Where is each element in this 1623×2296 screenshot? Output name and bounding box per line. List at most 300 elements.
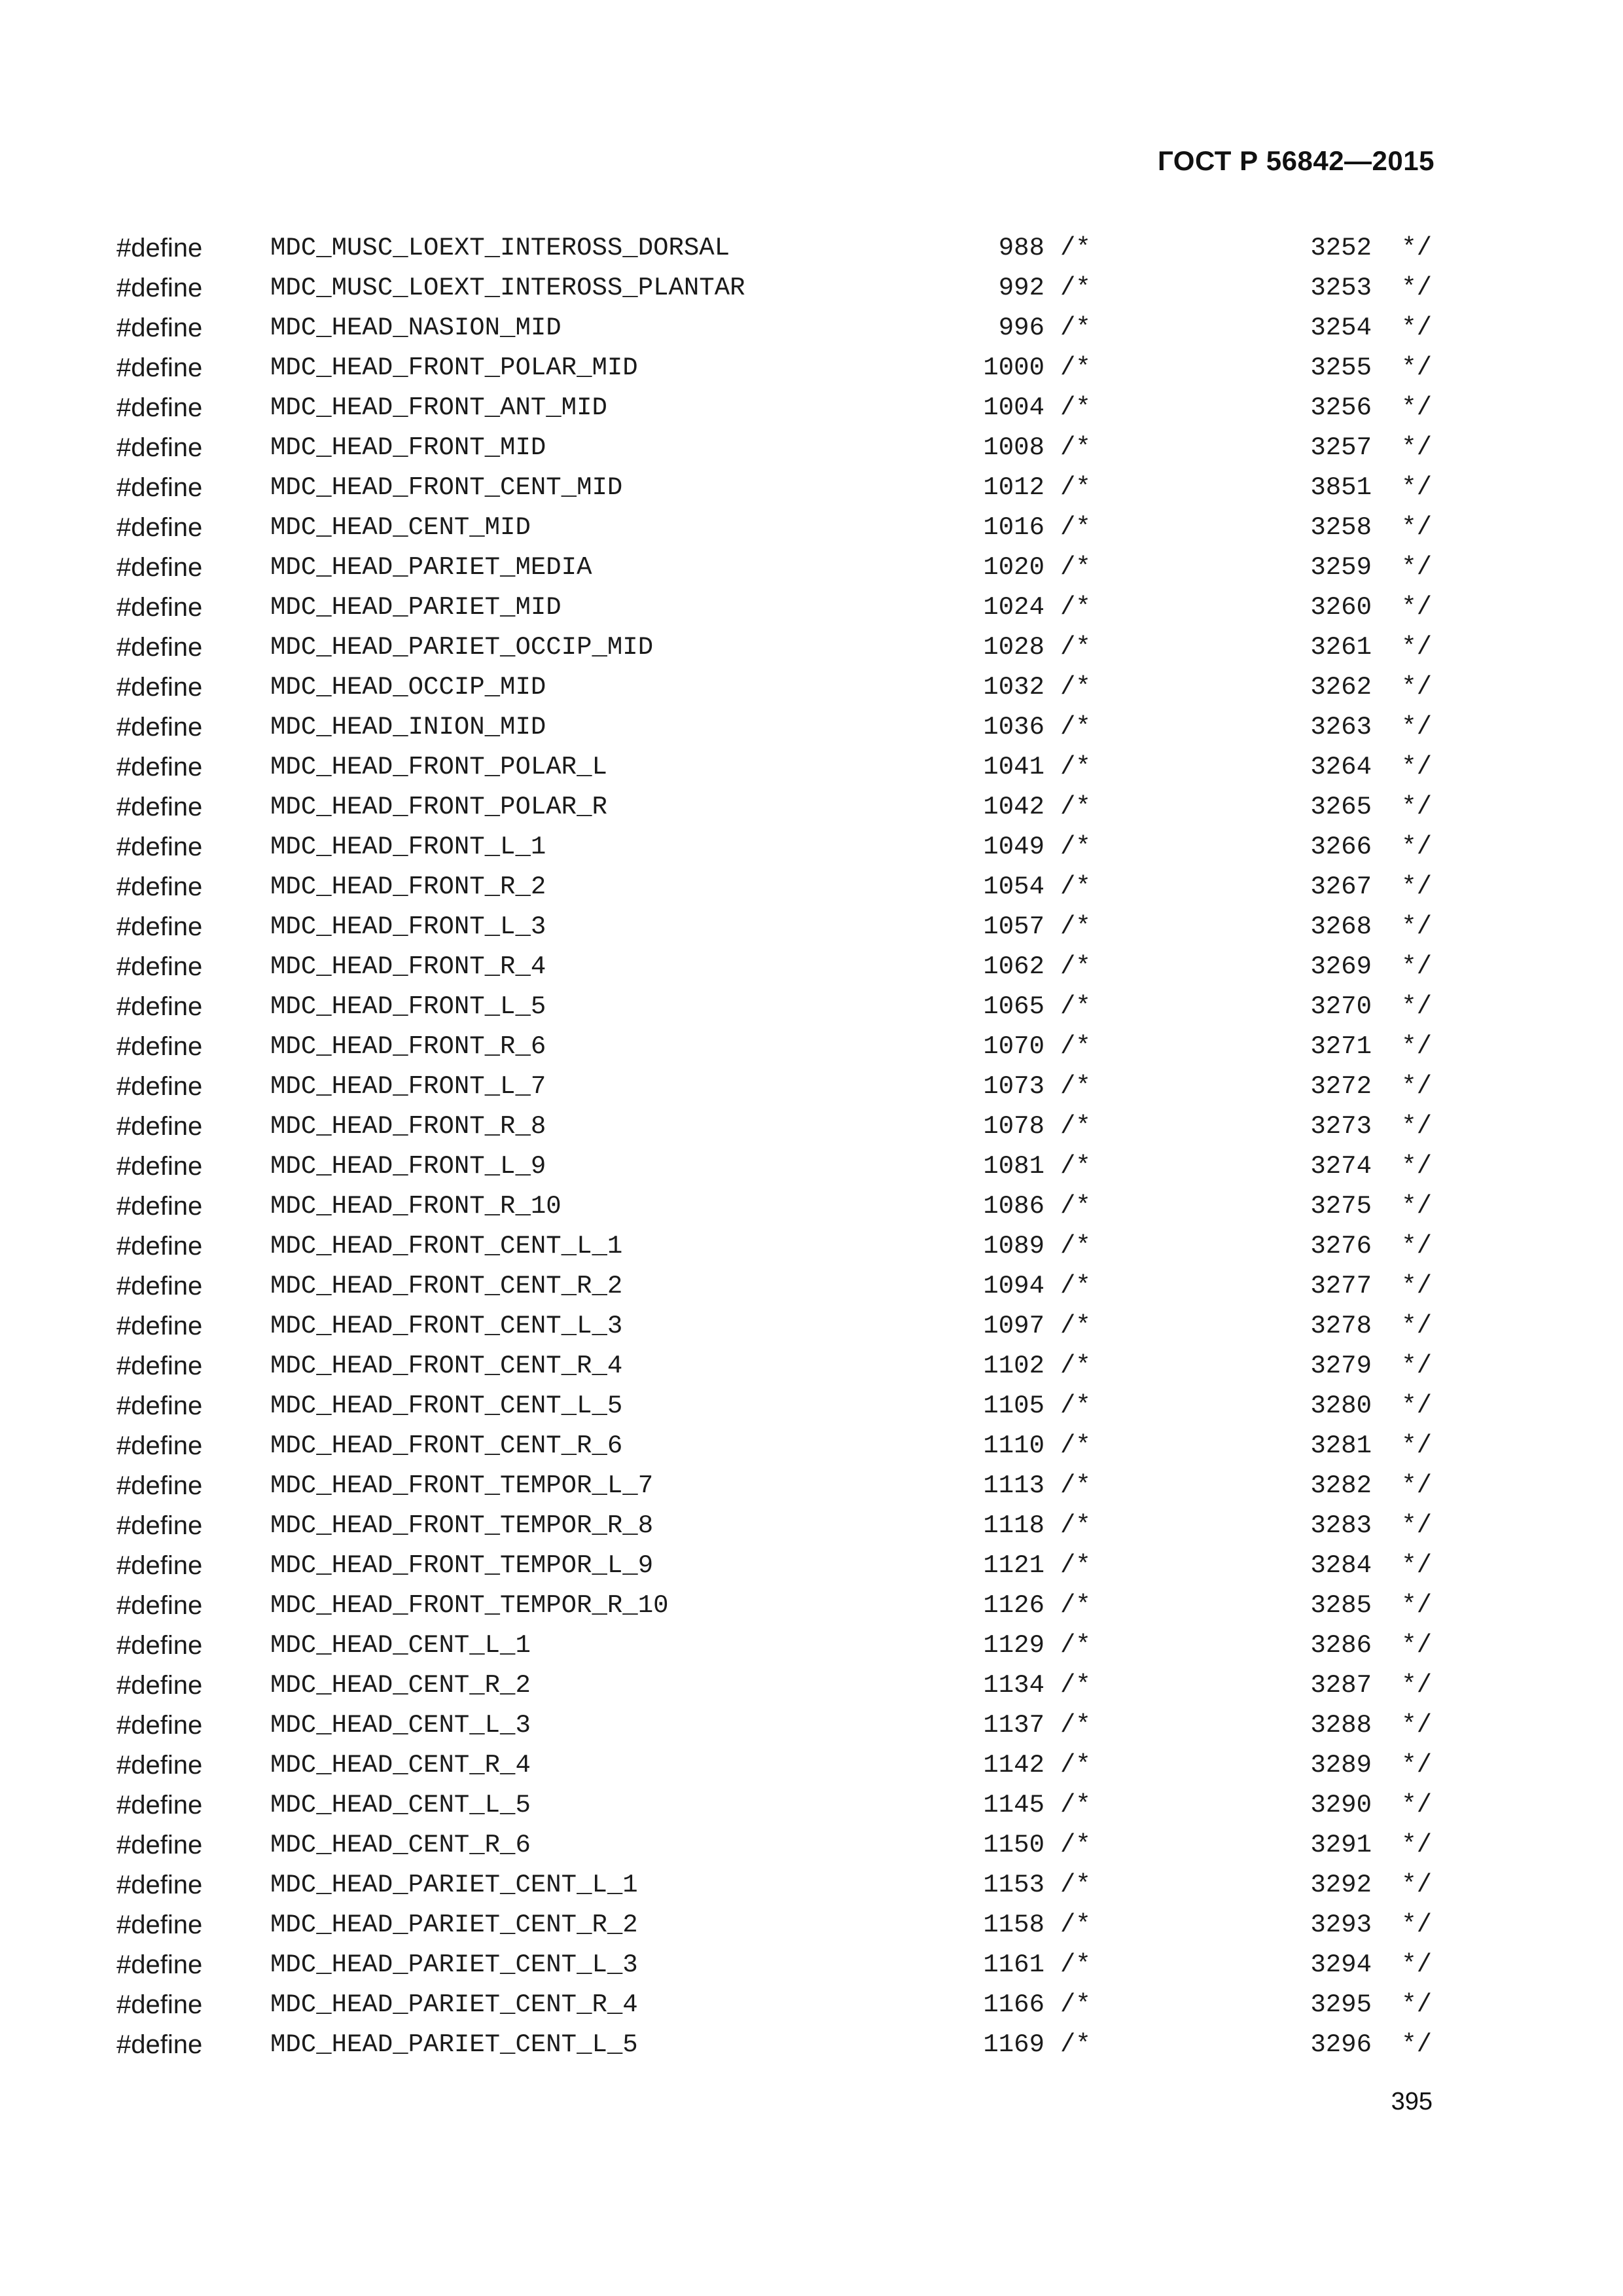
comment-code: 3270 [1310, 992, 1372, 1021]
define-keyword: #define [116, 1431, 203, 1460]
comment-close: */ [1401, 1910, 1432, 1939]
macro-value: 1004 [983, 393, 1044, 422]
comment-close: */ [1401, 1152, 1432, 1181]
macro-name: MDC_HEAD_FRONT_TEMPOR_R_10 [270, 1591, 669, 1620]
comment-open: /* [1060, 1990, 1091, 2019]
comment-open: /* [1060, 1511, 1091, 1540]
comment-code: 3264 [1310, 753, 1372, 781]
macro-value: 1137 [983, 1711, 1044, 1740]
define-keyword: #define [116, 234, 203, 262]
comment-close: */ [1401, 393, 1432, 422]
macro-value: 1062 [983, 952, 1044, 981]
macro-value: 1042 [983, 793, 1044, 821]
macro-name: MDC_HEAD_FRONT_TEMPOR_L_7 [270, 1471, 654, 1500]
comment-open: /* [1060, 553, 1091, 582]
comment-open: /* [1060, 473, 1091, 502]
define-keyword: #define [116, 1352, 203, 1380]
comment-open: /* [1060, 1232, 1091, 1261]
comment-close: */ [1401, 1431, 1432, 1460]
comment-open: /* [1060, 1471, 1091, 1500]
define-keyword: #define [116, 753, 203, 781]
macro-value: 1094 [983, 1272, 1044, 1300]
comment-close: */ [1401, 513, 1432, 542]
macro-value: 1012 [983, 473, 1044, 502]
define-row [116, 907, 1432, 947]
macro-name: MDC_HEAD_FRONT_ANT_MID [270, 393, 607, 422]
comment-close: */ [1401, 553, 1432, 582]
macro-value: 1054 [983, 872, 1044, 901]
define-keyword: #define [116, 274, 203, 302]
comment-close: */ [1401, 1990, 1432, 2019]
define-keyword: #define [116, 992, 203, 1021]
define-keyword: #define [116, 353, 203, 382]
comment-open: /* [1060, 713, 1091, 742]
define-row [116, 1746, 1432, 1785]
define-keyword: #define [116, 513, 203, 542]
comment-code: 3292 [1310, 1871, 1372, 1899]
comment-close: */ [1401, 234, 1432, 262]
comment-close: */ [1401, 1711, 1432, 1740]
macro-name: MDC_HEAD_PARIET_CENT_L_5 [270, 2030, 638, 2059]
macro-value: 992 [998, 274, 1044, 302]
comment-close: */ [1401, 274, 1432, 302]
macro-value: 1036 [983, 713, 1044, 742]
comment-code: 3296 [1310, 2030, 1372, 2059]
macro-value: 1073 [983, 1072, 1044, 1101]
macro-name: MDC_MUSC_LOEXT_INTEROSS_DORSAL [270, 234, 730, 262]
comment-open: /* [1060, 1950, 1091, 1979]
comment-code: 3278 [1310, 1312, 1372, 1340]
comment-open: /* [1060, 314, 1091, 342]
macro-value: 1169 [983, 2030, 1044, 2059]
macro-value: 1105 [983, 1391, 1044, 1420]
define-row [116, 1187, 1432, 1227]
macro-name: MDC_HEAD_FRONT_R_10 [270, 1192, 562, 1221]
comment-code: 3295 [1310, 1990, 1372, 2019]
macro-value: 1161 [983, 1950, 1044, 1979]
comment-open: /* [1060, 1831, 1091, 1859]
define-keyword: #define [116, 1631, 203, 1660]
comment-open: /* [1060, 872, 1091, 901]
comment-open: /* [1060, 1910, 1091, 1939]
macro-name: MDC_HEAD_FRONT_R_6 [270, 1032, 546, 1061]
comment-code: 3290 [1310, 1791, 1372, 1820]
macro-name: MDC_HEAD_FRONT_TEMPOR_L_9 [270, 1551, 654, 1580]
document-standard-header: ГОСТ Р 56842—2015 [1158, 145, 1435, 176]
comment-close: */ [1401, 593, 1432, 622]
comment-code: 3260 [1310, 593, 1372, 622]
define-keyword: #define [116, 2030, 203, 2059]
define-keyword: #define [116, 1032, 203, 1061]
comment-open: /* [1060, 1791, 1091, 1820]
macro-value: 1153 [983, 1871, 1044, 1899]
macro-value: 1065 [983, 992, 1044, 1021]
macro-value: 1121 [983, 1551, 1044, 1580]
define-row [116, 1346, 1432, 1386]
macro-name: MDC_HEAD_CENT_MID [270, 513, 531, 542]
macro-name: MDC_HEAD_FRONT_CENT_R_4 [270, 1352, 623, 1380]
define-row [116, 548, 1432, 588]
define-keyword: #define [116, 952, 203, 981]
define-row [116, 1546, 1432, 1586]
comment-close: */ [1401, 992, 1432, 1021]
define-keyword: #define [116, 1711, 203, 1740]
define-keyword: #define [116, 1591, 203, 1620]
define-row [116, 1626, 1432, 1666]
define-keyword: #define [116, 833, 203, 861]
comment-code: 3263 [1310, 713, 1372, 742]
comment-close: */ [1401, 1032, 1432, 1061]
define-keyword: #define [116, 1391, 203, 1420]
macro-name: MDC_HEAD_FRONT_L_3 [270, 912, 546, 941]
define-keyword: #define [116, 1671, 203, 1700]
macro-name: MDC_HEAD_FRONT_L_1 [270, 833, 546, 861]
macro-value: 1000 [983, 353, 1044, 382]
comment-code: 3276 [1310, 1232, 1372, 1261]
macro-name: MDC_HEAD_PARIET_MID [270, 593, 562, 622]
define-row [116, 1825, 1432, 1865]
macro-value: 996 [998, 314, 1044, 342]
comment-code: 3282 [1310, 1471, 1372, 1500]
comment-close: */ [1401, 912, 1432, 941]
define-keyword: #define [116, 793, 203, 821]
macro-name: MDC_HEAD_PARIET_CENT_R_2 [270, 1910, 638, 1939]
macro-value: 1028 [983, 633, 1044, 662]
define-row [116, 947, 1432, 987]
macro-value: 1110 [983, 1431, 1044, 1460]
comment-code: 3280 [1310, 1391, 1372, 1420]
comment-close: */ [1401, 1192, 1432, 1221]
macro-name: MDC_HEAD_NASION_MID [270, 314, 562, 342]
macro-name: MDC_HEAD_CENT_R_2 [270, 1671, 531, 1700]
comment-close: */ [1401, 753, 1432, 781]
comment-code: 3288 [1310, 1711, 1372, 1740]
comment-code: 3255 [1310, 353, 1372, 382]
comment-open: /* [1060, 1551, 1091, 1580]
macro-value: 1086 [983, 1192, 1044, 1221]
comment-code: 3252 [1310, 234, 1372, 262]
comment-code: 3257 [1310, 433, 1372, 462]
comment-open: /* [1060, 833, 1091, 861]
comment-open: /* [1060, 1711, 1091, 1740]
define-row [116, 1426, 1432, 1466]
comment-code: 3283 [1310, 1511, 1372, 1540]
define-keyword: #define [116, 633, 203, 662]
macro-name: MDC_HEAD_FRONT_L_9 [270, 1152, 546, 1181]
define-keyword: #define [116, 1312, 203, 1340]
define-row [116, 1306, 1432, 1346]
comment-close: */ [1401, 833, 1432, 861]
comment-code: 3256 [1310, 393, 1372, 422]
comment-code: 3281 [1310, 1431, 1372, 1460]
macro-name: MDC_HEAD_PARIET_CENT_L_3 [270, 1950, 638, 1979]
define-keyword: #define [116, 593, 203, 622]
comment-close: */ [1401, 473, 1432, 502]
comment-open: /* [1060, 633, 1091, 662]
macro-value: 1041 [983, 753, 1044, 781]
comment-close: */ [1401, 1312, 1432, 1340]
define-row [116, 268, 1432, 308]
comment-code: 3287 [1310, 1671, 1372, 1700]
comment-open: /* [1060, 1671, 1091, 1700]
macro-value: 1057 [983, 912, 1044, 941]
macro-value: 1129 [983, 1631, 1044, 1660]
comment-close: */ [1401, 1551, 1432, 1580]
comment-code: 3284 [1310, 1551, 1372, 1580]
macro-value: 988 [998, 234, 1044, 262]
macro-name: MDC_HEAD_FRONT_L_5 [270, 992, 546, 1021]
macro-name: MDC_HEAD_FRONT_CENT_L_3 [270, 1312, 623, 1340]
define-keyword: #define [116, 1871, 203, 1899]
define-row [116, 308, 1432, 348]
macro-name: MDC_HEAD_CENT_R_6 [270, 1831, 531, 1859]
macro-name: MDC_HEAD_CENT_L_3 [270, 1711, 531, 1740]
define-row [116, 588, 1432, 628]
define-keyword: #define [116, 1272, 203, 1300]
macro-name: MDC_HEAD_FRONT_MID [270, 433, 546, 462]
comment-open: /* [1060, 234, 1091, 262]
macro-name: MDC_MUSC_LOEXT_INTEROSS_PLANTAR [270, 274, 745, 302]
define-row [116, 708, 1432, 747]
define-keyword: #define [116, 553, 203, 582]
define-row [116, 1945, 1432, 1985]
macro-name: MDC_HEAD_FRONT_CENT_R_2 [270, 1272, 623, 1300]
comment-close: */ [1401, 1591, 1432, 1620]
define-keyword: #define [116, 1950, 203, 1979]
macro-name: MDC_HEAD_INION_MID [270, 713, 546, 742]
comment-code: 3291 [1310, 1831, 1372, 1859]
define-keyword: #define [116, 1831, 203, 1859]
define-row [116, 787, 1432, 827]
comment-close: */ [1401, 353, 1432, 382]
comment-open: /* [1060, 1072, 1091, 1101]
macro-value: 1158 [983, 1910, 1044, 1939]
comment-code: 3265 [1310, 793, 1372, 821]
comment-open: /* [1060, 274, 1091, 302]
comment-open: /* [1060, 1631, 1091, 1660]
macro-name: MDC_HEAD_PARIET_CENT_L_1 [270, 1871, 638, 1899]
macro-value: 1102 [983, 1352, 1044, 1380]
comment-close: */ [1401, 1072, 1432, 1101]
macro-name: MDC_HEAD_PARIET_MEDIA [270, 553, 592, 582]
comment-open: /* [1060, 1871, 1091, 1899]
comment-open: /* [1060, 1272, 1091, 1300]
macro-value: 1070 [983, 1032, 1044, 1061]
define-row [116, 1107, 1432, 1147]
define-keyword: #define [116, 1072, 203, 1101]
comment-code: 3285 [1310, 1591, 1372, 1620]
define-row [116, 1586, 1432, 1626]
macro-name: MDC_HEAD_CENT_R_4 [270, 1751, 531, 1780]
define-row [116, 1985, 1432, 2025]
define-keyword: #define [116, 1791, 203, 1820]
define-keyword: #define [116, 713, 203, 742]
macro-name: MDC_HEAD_FRONT_CENT_R_6 [270, 1431, 623, 1460]
comment-open: /* [1060, 353, 1091, 382]
comment-code: 3258 [1310, 513, 1372, 542]
comment-open: /* [1060, 912, 1091, 941]
comment-close: */ [1401, 1671, 1432, 1700]
comment-open: /* [1060, 753, 1091, 781]
comment-close: */ [1401, 1511, 1432, 1540]
comment-open: /* [1060, 673, 1091, 702]
macro-name: MDC_HEAD_FRONT_CENT_L_5 [270, 1391, 623, 1420]
define-row [116, 628, 1432, 668]
define-row [116, 2025, 1432, 2065]
macro-name: MDC_HEAD_FRONT_L_7 [270, 1072, 546, 1101]
comment-open: /* [1060, 952, 1091, 981]
macro-value: 1166 [983, 1990, 1044, 2019]
comment-open: /* [1060, 1152, 1091, 1181]
define-keyword: #define [116, 1192, 203, 1221]
comment-code: 3266 [1310, 833, 1372, 861]
comment-open: /* [1060, 1751, 1091, 1780]
comment-open: /* [1060, 1312, 1091, 1340]
comment-code: 3289 [1310, 1751, 1372, 1780]
define-row [116, 1785, 1432, 1825]
define-keyword: #define [116, 912, 203, 941]
macro-value: 1032 [983, 673, 1044, 702]
macro-name: MDC_HEAD_PARIET_CENT_R_4 [270, 1990, 638, 2019]
macro-value: 1089 [983, 1232, 1044, 1261]
macro-value: 1150 [983, 1831, 1044, 1859]
comment-close: */ [1401, 1112, 1432, 1141]
comment-close: */ [1401, 433, 1432, 462]
macro-name: MDC_HEAD_FRONT_CENT_MID [270, 473, 623, 502]
define-keyword: #define [116, 1232, 203, 1261]
define-keyword: #define [116, 1511, 203, 1540]
comment-close: */ [1401, 1751, 1432, 1780]
macro-value: 1142 [983, 1751, 1044, 1780]
macro-name: MDC_HEAD_FRONT_R_8 [270, 1112, 546, 1141]
comment-open: /* [1060, 433, 1091, 462]
comment-close: */ [1401, 872, 1432, 901]
comment-code: 3293 [1310, 1910, 1372, 1939]
define-row [116, 827, 1432, 867]
define-row [116, 747, 1432, 787]
define-keyword: #define [116, 433, 203, 462]
comment-close: */ [1401, 314, 1432, 342]
comment-code: 3267 [1310, 872, 1372, 901]
comment-open: /* [1060, 593, 1091, 622]
comment-code: 3268 [1310, 912, 1372, 941]
comment-code: 3277 [1310, 1272, 1372, 1300]
macro-name: MDC_HEAD_CENT_L_1 [270, 1631, 531, 1660]
macro-value: 1078 [983, 1112, 1044, 1141]
define-row [116, 867, 1432, 907]
comment-open: /* [1060, 1591, 1091, 1620]
comment-close: */ [1401, 1352, 1432, 1380]
comment-close: */ [1401, 1631, 1432, 1660]
page-number: 395 [1391, 2088, 1433, 2115]
comment-code: 3253 [1310, 274, 1372, 302]
comment-close: */ [1401, 1791, 1432, 1820]
define-keyword: #define [116, 1990, 203, 2019]
comment-close: */ [1401, 1950, 1432, 1979]
macro-value: 1145 [983, 1791, 1044, 1820]
macro-value: 1097 [983, 1312, 1044, 1340]
define-row [116, 1386, 1432, 1426]
comment-close: */ [1401, 1391, 1432, 1420]
define-row [116, 1905, 1432, 1945]
comment-open: /* [1060, 2030, 1091, 2059]
comment-open: /* [1060, 1112, 1091, 1141]
define-list [116, 228, 1432, 2065]
define-row [116, 1706, 1432, 1746]
comment-code: 3271 [1310, 1032, 1372, 1061]
define-row [116, 1027, 1432, 1067]
define-keyword: #define [116, 473, 203, 502]
comment-close: */ [1401, 952, 1432, 981]
comment-open: /* [1060, 1192, 1091, 1221]
comment-code: 3259 [1310, 553, 1372, 582]
comment-code: 3274 [1310, 1152, 1372, 1181]
comment-close: */ [1401, 1272, 1432, 1300]
macro-value: 1020 [983, 553, 1044, 582]
comment-close: */ [1401, 713, 1432, 742]
define-row [116, 1506, 1432, 1546]
macro-name: MDC_HEAD_PARIET_OCCIP_MID [270, 633, 654, 662]
define-row [116, 348, 1432, 388]
macro-name: MDC_HEAD_FRONT_POLAR_L [270, 753, 607, 781]
comment-open: /* [1060, 1352, 1091, 1380]
macro-value: 1113 [983, 1471, 1044, 1500]
comment-code: 3275 [1310, 1192, 1372, 1221]
define-row [116, 1865, 1432, 1905]
define-keyword: #define [116, 872, 203, 901]
comment-open: /* [1060, 793, 1091, 821]
comment-close: */ [1401, 793, 1432, 821]
define-row [116, 1227, 1432, 1266]
macro-name: MDC_HEAD_FRONT_TEMPOR_R_8 [270, 1511, 654, 1540]
define-row [116, 1067, 1432, 1107]
define-row [116, 1266, 1432, 1306]
define-keyword: #define [116, 1910, 203, 1939]
define-keyword: #define [116, 1551, 203, 1580]
macro-value: 1118 [983, 1511, 1044, 1540]
comment-code: 3286 [1310, 1631, 1372, 1660]
macro-name: MDC_HEAD_CENT_L_5 [270, 1791, 531, 1820]
macro-name: MDC_HEAD_FRONT_R_2 [270, 872, 546, 901]
comment-open: /* [1060, 1431, 1091, 1460]
comment-open: /* [1060, 393, 1091, 422]
define-row [116, 1147, 1432, 1187]
macro-value: 1126 [983, 1591, 1044, 1620]
define-keyword: #define [116, 314, 203, 342]
macro-name: MDC_HEAD_OCCIP_MID [270, 673, 546, 702]
macro-value: 1016 [983, 513, 1044, 542]
define-keyword: #define [116, 1751, 203, 1780]
comment-code: 3269 [1310, 952, 1372, 981]
define-row [116, 508, 1432, 548]
define-keyword: #define [116, 1152, 203, 1181]
comment-code: 3851 [1310, 473, 1372, 502]
define-row [116, 987, 1432, 1027]
comment-open: /* [1060, 1391, 1091, 1420]
macro-value: 1049 [983, 833, 1044, 861]
macro-name: MDC_HEAD_FRONT_CENT_L_1 [270, 1232, 623, 1261]
comment-close: */ [1401, 1471, 1432, 1500]
comment-code: 3273 [1310, 1112, 1372, 1141]
define-row [116, 1666, 1432, 1706]
define-keyword: #define [116, 1471, 203, 1500]
macro-value: 1134 [983, 1671, 1044, 1700]
comment-code: 3254 [1310, 314, 1372, 342]
define-keyword: #define [116, 673, 203, 702]
define-row [116, 428, 1432, 468]
comment-code: 3294 [1310, 1950, 1372, 1979]
comment-close: */ [1401, 1871, 1432, 1899]
